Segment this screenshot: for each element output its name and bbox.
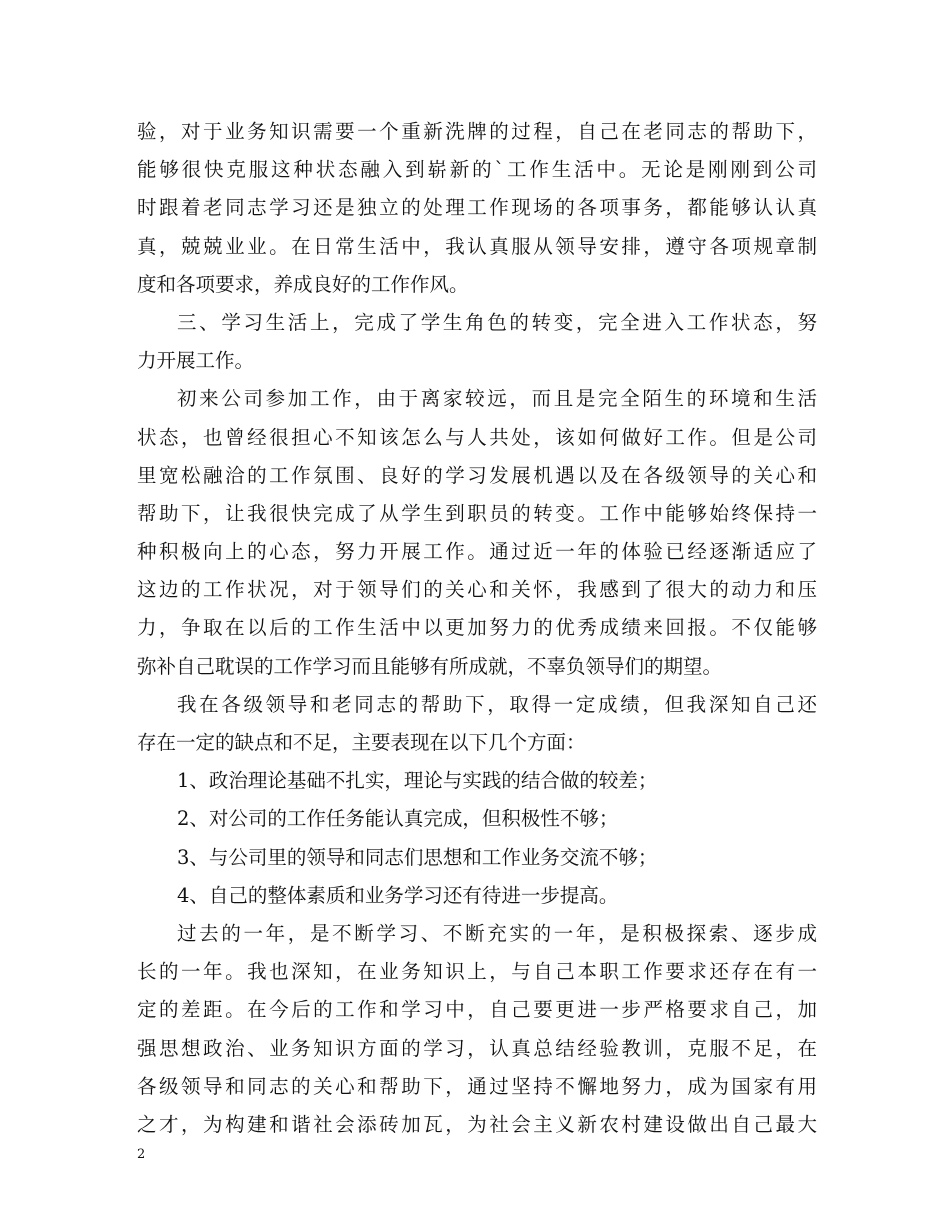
text-line: 状态，也曾经很担心不知该怎么与人共处，该如何做好工作。但是公司	[137, 425, 817, 449]
text-line: 各级领导和同志的关心和帮助下，通过坚持不懈地努力，成为国家有用	[137, 1074, 817, 1098]
text-line: 这边的工作状况，对于领导们的关心和关怀，我感到了很大的动力和压	[137, 578, 817, 602]
body-text	[137, 113, 817, 1144]
text-line: 强思想政治、业务知识方面的学习，认真总结经验教训，克服不足，在	[137, 1036, 817, 1060]
text-line: 2、对公司的工作任务能认真完成，但积极性不够；	[177, 807, 619, 831]
text-line: 里宽松融洽的工作氛围、良好的学习发展机遇以及在各级领导的关心和	[137, 463, 817, 487]
text-line: 三、学习生活上，完成了学生角色的转变，完全进入工作状态，努	[177, 310, 817, 334]
text-line: 过去的一年，是不断学习、不断充实的一年，是积极探索、逐步成	[177, 921, 817, 945]
text-line: 力，争取在以后的工作生活中以更加努力的优秀成绩来回报。不仅能够	[137, 616, 817, 640]
text-line: 初来公司参加工作，由于离家较远，而且是完全陌生的环境和生活	[177, 387, 817, 411]
text-line: 4、自己的整体素质和业务学习还有待进一步提高。	[177, 883, 619, 907]
text-line: 之才，为构建和谐社会添砖加瓦，为社会主义新农村建设做出自己最大	[137, 1112, 817, 1136]
text-line: 度和各项要求，养成良好的工作作风。	[137, 272, 469, 296]
page-number: 2	[137, 1147, 146, 1162]
text-line: 存在一定的缺点和不足，主要表现在以下几个方面：	[137, 731, 586, 754]
text-line: 真，兢兢业业。在日常生活中，我认真服从领导安排，遵守各项规章制	[137, 234, 817, 258]
text-line: 验，对于业务知识需要一个重新洗牌的过程，自己在老同志的帮助下，	[137, 120, 817, 143]
text-line: 力开展工作。	[137, 349, 255, 373]
text-line: 帮助下，让我很快完成了从学生到职员的转变。工作中能够始终保持一	[137, 501, 817, 525]
text-line: 1、政治理论基础不扎实，理论与实践的结合做的较差；	[177, 769, 658, 793]
text-line: 时跟着老同志学习还是独立的处理工作现场的各项事务，都能够认认真	[137, 196, 817, 220]
text-line: 长的一年。我也深知，在业务知识上，与自己本职工作要求还存在有一	[137, 960, 817, 984]
text-line: 3、与公司里的领导和同志们思想和工作业务交流不够；	[177, 845, 658, 869]
text-line: 弥补自己耽误的工作学习而且能够有所成就，不辜负领导们的期望。	[137, 654, 723, 678]
text-line: 能够很快克服这种状态融入到崭新的`工作生活中。无论是刚刚到公司	[137, 158, 817, 182]
text-line: 我在各级领导和老同志的帮助下，取得一定成绩，但我深知自己还	[177, 692, 817, 716]
text-line: 定的差距。在今后的工作和学习中，自己要更进一步严格要求自己，加	[137, 998, 817, 1022]
text-line: 种积极向上的心态，努力开展工作。通过近一年的体验已经逐渐适应了	[137, 540, 817, 564]
